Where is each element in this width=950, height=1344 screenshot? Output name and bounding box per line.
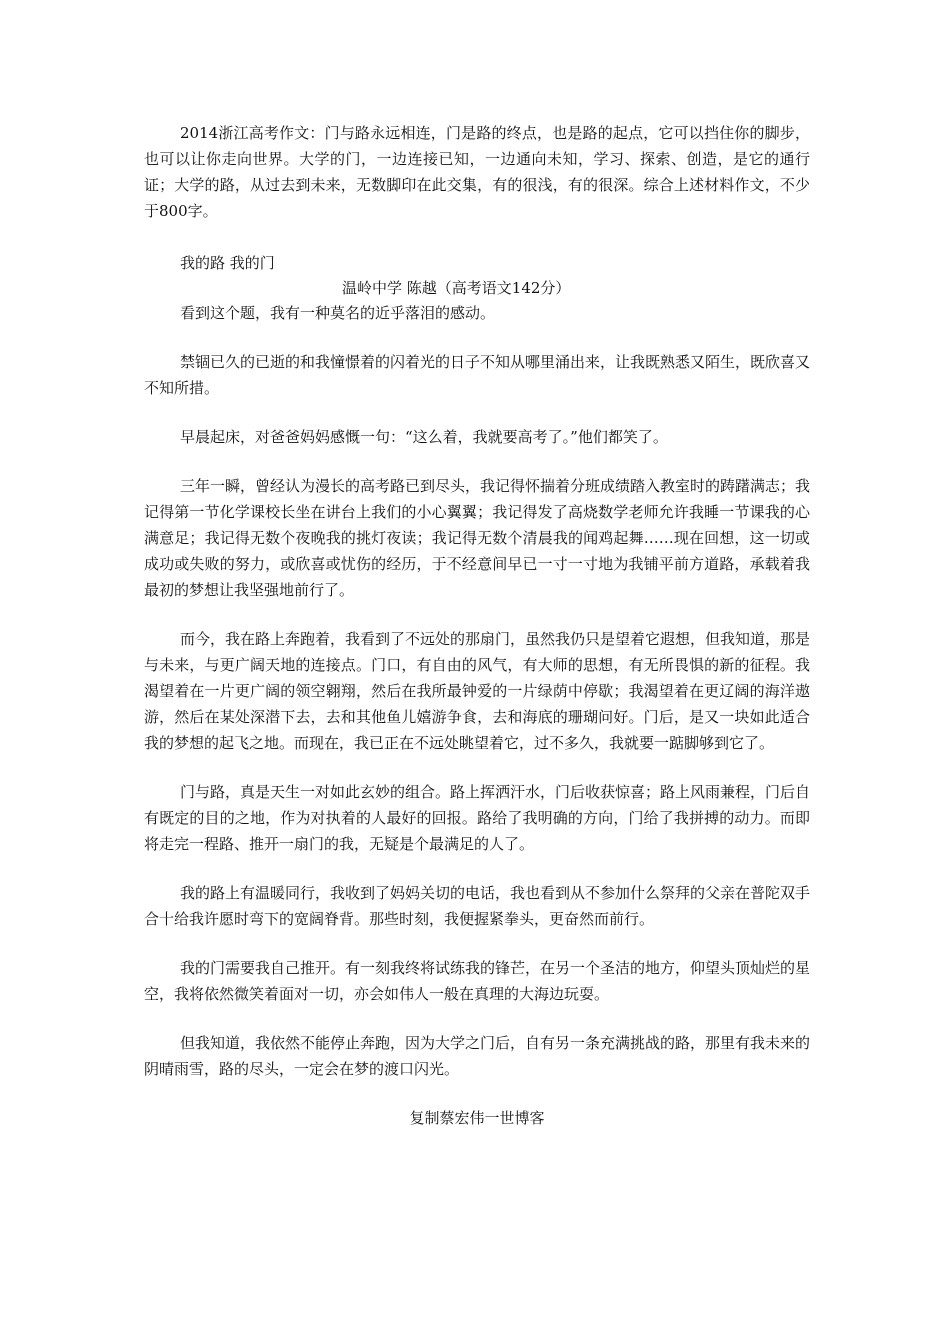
essay-paragraph-2: 禁锢已久的已逝的和我憧憬着的闪着光的日子不知从哪里涌出来，让我既熟悉又陌生，既欣喜又不知所措。 xyxy=(144,353,811,397)
author-byline: 温岭中学 陈越（高考语文142分） xyxy=(342,279,571,297)
essay-paragraph-3: 早晨起床，对爸爸妈妈感慨一句：“这么着，我就要高考了。”他们都笑了。 xyxy=(180,428,668,446)
essay-paragraph-1: 看到这个题，我有一种莫名的近乎落泪的感动。 xyxy=(180,304,496,322)
essay-title: 我的路 我的门 xyxy=(180,254,275,272)
essay-paragraph-9: 但我知道，我依然不能停止奔跑，因为大学之门后，自有另一条充满挑战的路，那里有我未来的阴晴雨雪，路的尽头，一定会在梦的渡口闪光。 xyxy=(144,1034,811,1078)
essay-paragraph-7: 我的路上有温暖同行，我收到了妈妈关切的电话，我也看到从不参加什么祭拜的父亲在普陀双手合十给我许愿时弯下的宽阔脊背。那些时刻，我便握紧拳头，更奋然而前行。 xyxy=(144,884,811,928)
essay-paragraph-5: 而今，我在路上奔跑着，我看到了不远处的那扇门，虽然我仍只是望着它遐想，但我知道，那是与未来，与更广阔天地的连接点。门口，有自由的风气，有大师的思想，有无所畏惧的新的征程。我渴望着在一片更广阔的领空翱翔，然后在我所最钟爱的一片绿荫中停歇；我渴望着在更辽阔的海洋遨游，然后在某处深潜下去，去和其他鱼儿嬉游争食，去和海底的珊瑚问好。门后，是又一块如此适合我的梦想的起飞之地。而现在，我已正在不远处眺望着它，过不多久，我就要一踮脚够到它了。 xyxy=(144,630,811,752)
essay-paragraph-6: 门与路，真是天生一对如此玄妙的组合。路上挥洒汗水，门后收获惊喜；路上风雨兼程，门后自有既定的目的之地，作为对执着的人最好的回报。路给了我明确的方向，门给了我拼搏的动力。而即将走完一程路、推开一扇门的我，无疑是个最满足的人了。 xyxy=(144,783,811,853)
essay-paragraph-8: 我的门需要我自己推开。有一刻我终将试练我的锋芒，在另一个圣洁的地方，仰望头顶灿烂的星空，我将依然微笑着面对一切，亦会如伟人一般在真理的大海边玩耍。 xyxy=(144,959,811,1003)
document-page xyxy=(144,120,810,1131)
essay-prompt: 2014浙江高考作文：门与路永远相连，门是路的终点，也是路的起点，它可以挡住你的脚步，也可以让你走向世界。大学的门，一边连接已知，一边通向未知，学习、探索、创造，是它的通行证；大学的路，从过去到未来，无数脚印在此交集，有的很浅，有的很深。综合上述材料作文，不少于800字。 xyxy=(144,124,810,220)
source-footer: 复制蔡宏伟一世博客 xyxy=(409,1109,545,1127)
essay-paragraph-4: 三年一瞬，曾经认为漫长的高考路已到尽头，我记得怀揣着分班成绩踏入教室时的踌躇满志；我记得第一节化学课校长坐在讲台上我们的小心翼翼；我记得发了高烧数学老师允许我睡一节课我的心满意足；我记得无数个夜晚我的挑灯夜读；我记得无数个清晨我的闻鸡起舞……现在回想，这一切或成功或失败的努力，或欣喜或忧伤的经历，于不经意间早已一寸一寸地为我铺平前方道路，承载着我最初的梦想让我坚强地前行了。 xyxy=(144,477,811,599)
